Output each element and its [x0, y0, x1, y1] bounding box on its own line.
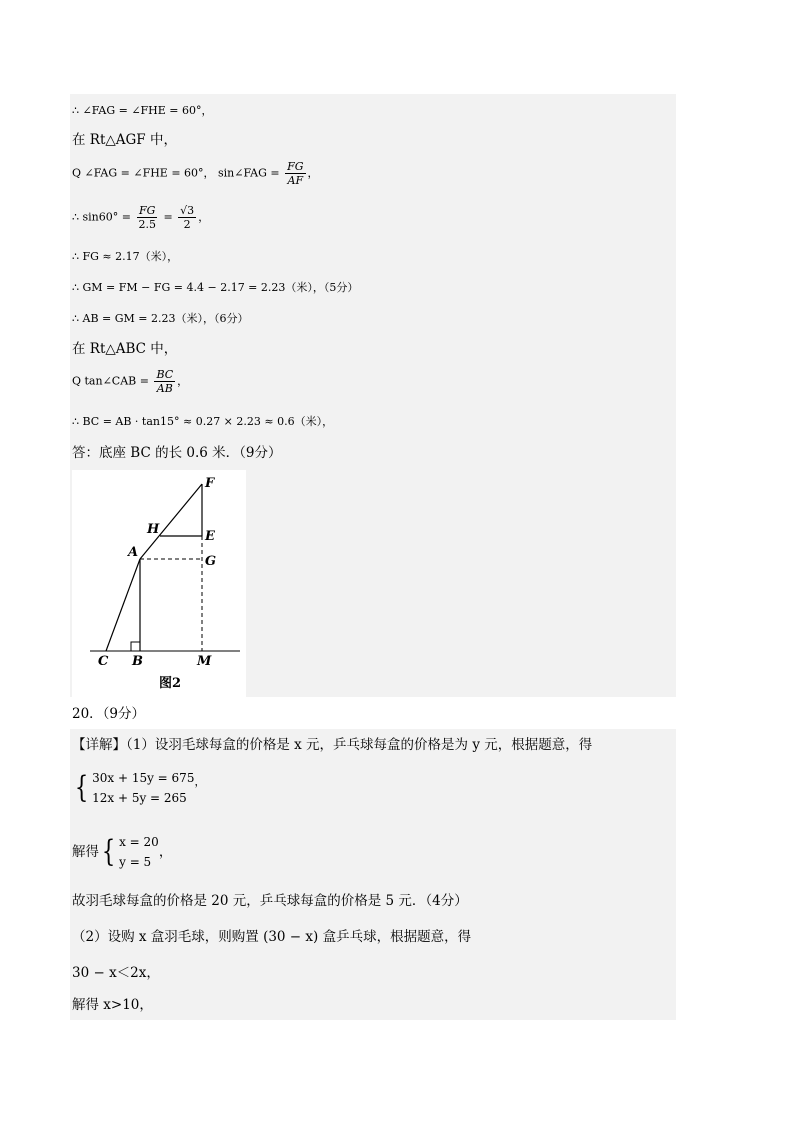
equation-system-lines	[92, 768, 194, 808]
step-fg-value: ∴ FG ≈ 2.17（米），	[72, 250, 179, 263]
solution-system	[72, 832, 172, 872]
conclusion-part1: 故羽毛球每盒的价格是 20 元，乒乓球每盒的价格是 5 元．（4分）	[72, 893, 468, 909]
step-sin-fag	[72, 160, 319, 187]
geometry-figure	[72, 470, 246, 697]
step-ab-value: ∴ AB = GM = 2.23（米），（6分）	[72, 312, 249, 325]
answer-bc: 答：底座 BC 的长 0.6 米．（9分）	[72, 445, 282, 461]
fraction-denominator: 2	[183, 218, 191, 231]
step-bc-value: ∴ BC = AB · tan15° ≈ 0.27 × 2.23 ≈ 0.6（米），	[72, 415, 334, 428]
equation-2: 12x + 5y = 265	[92, 791, 187, 805]
label-m: M	[197, 654, 212, 669]
equation-1: 30x + 15y = 675	[92, 771, 195, 785]
punctuation: ，	[198, 210, 210, 224]
step-tan-cab-text: Q tan∠CAB =	[72, 374, 153, 388]
solution-lines	[119, 832, 159, 872]
punctuation: ，	[177, 374, 189, 388]
step-sin60	[72, 204, 209, 231]
step-rt-abc: 在 Rt△ABC 中，	[72, 341, 178, 357]
label-b: B	[132, 654, 143, 669]
left-brace: {	[74, 770, 89, 805]
fraction-sqrt3-2	[178, 204, 196, 231]
label-a: A	[128, 545, 139, 560]
fraction-denominator: 2.5	[138, 218, 156, 231]
label-c: C	[98, 654, 109, 669]
step-tan-cab	[72, 368, 188, 395]
label-g: G	[205, 554, 217, 569]
fraction-numerator: FG	[138, 204, 156, 217]
punctuation: ，	[158, 844, 173, 860]
label-e: E	[205, 529, 215, 544]
fraction-numerator: √3	[180, 204, 195, 217]
step-sin60-text: ∴ sin60° =	[72, 210, 135, 224]
fraction-fg-af	[285, 160, 305, 187]
fraction-fg-2-5	[136, 204, 158, 231]
step-rt-agf: 在 Rt△AGF 中，	[72, 132, 177, 148]
right-angle-mark	[131, 642, 140, 651]
step-angle-equal: ∴ ∠FAG = ∠FHE = 60°，	[72, 104, 213, 117]
equation-system-block	[72, 768, 194, 808]
equals-sign: =	[159, 210, 177, 224]
question-20-detail: 【详解】（1）设羽毛球每盒的价格是 x 元，乒乓球每盒的价格是为 y 元，根据题意，得	[72, 737, 593, 753]
question-20-header: 20．（9分）	[72, 706, 146, 722]
inequality-result: 解得 x>10，	[72, 997, 153, 1013]
solve-label: 解得	[72, 844, 99, 860]
question-20-part2: （2）设购 x 盒羽毛球，则购置 (30 − x) 盒乒乓球，根据题意，得	[72, 929, 472, 945]
solution-block	[99, 832, 159, 872]
fraction-numerator: FG	[287, 160, 304, 173]
fraction-bc-ab	[154, 368, 175, 395]
label-h: H	[147, 522, 160, 537]
inequality: 30 − x＜2x，	[72, 965, 160, 981]
step-gm-value: ∴ GM = FM − FG = 4.4 − 2.17 = 2.23（米），（5分）	[72, 281, 359, 294]
fraction-denominator: AB	[156, 382, 173, 395]
solution-x: x = 20	[119, 835, 159, 849]
punctuation: ，	[194, 775, 206, 788]
segment-ca	[106, 559, 140, 651]
equation-system	[72, 768, 205, 808]
left-brace: {	[101, 834, 116, 869]
figure-caption: 图2	[159, 676, 182, 691]
fraction-denominator: AF	[287, 174, 304, 187]
punctuation: ，	[307, 166, 319, 180]
label-f: F	[205, 476, 215, 491]
fraction-numerator: BC	[156, 368, 174, 381]
figure-2-diagram	[72, 470, 246, 697]
solution-y: y = 5	[119, 855, 152, 869]
step-sin-fag-text: Q ∠FAG = ∠FHE = 60°， sin∠FAG =	[72, 166, 284, 180]
